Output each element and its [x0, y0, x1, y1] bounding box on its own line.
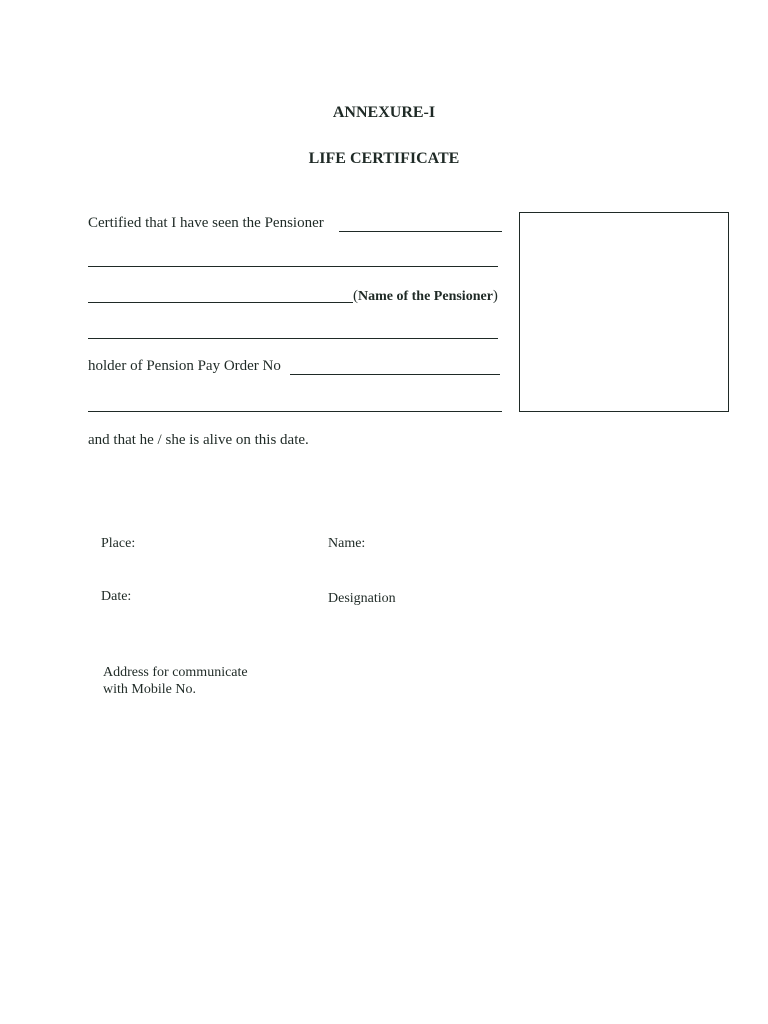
document-title: LIFE CERTIFICATE — [308, 150, 460, 167]
pensioner-blank-1 — [339, 231, 502, 232]
alive-statement: and that he / she is alive on this date. — [88, 432, 309, 448]
address-label-line1: Address for communicate — [103, 665, 248, 680]
ppo-number-blank — [290, 374, 500, 375]
photo-box — [519, 212, 729, 412]
designation-label: Designation — [328, 591, 396, 606]
annexure-heading: ANNEXURE-I — [332, 104, 436, 121]
pensioner-blank-4 — [88, 338, 498, 339]
certification-text: Certified that I have seen the Pensioner — [88, 215, 324, 231]
address-label-line2: with Mobile No. — [103, 682, 196, 697]
pensioner-blank-2 — [88, 266, 498, 267]
pensioner-name-blank — [88, 302, 353, 303]
date-label: Date: — [101, 589, 132, 604]
signatory-name-label: Name: — [328, 536, 366, 551]
place-label: Place: — [101, 536, 136, 551]
name-of-pensioner-label: (Name of the Pensioner) — [353, 288, 498, 304]
ppo-text: holder of Pension Pay Order No — [88, 358, 281, 374]
ppo-blank-2 — [88, 411, 502, 412]
